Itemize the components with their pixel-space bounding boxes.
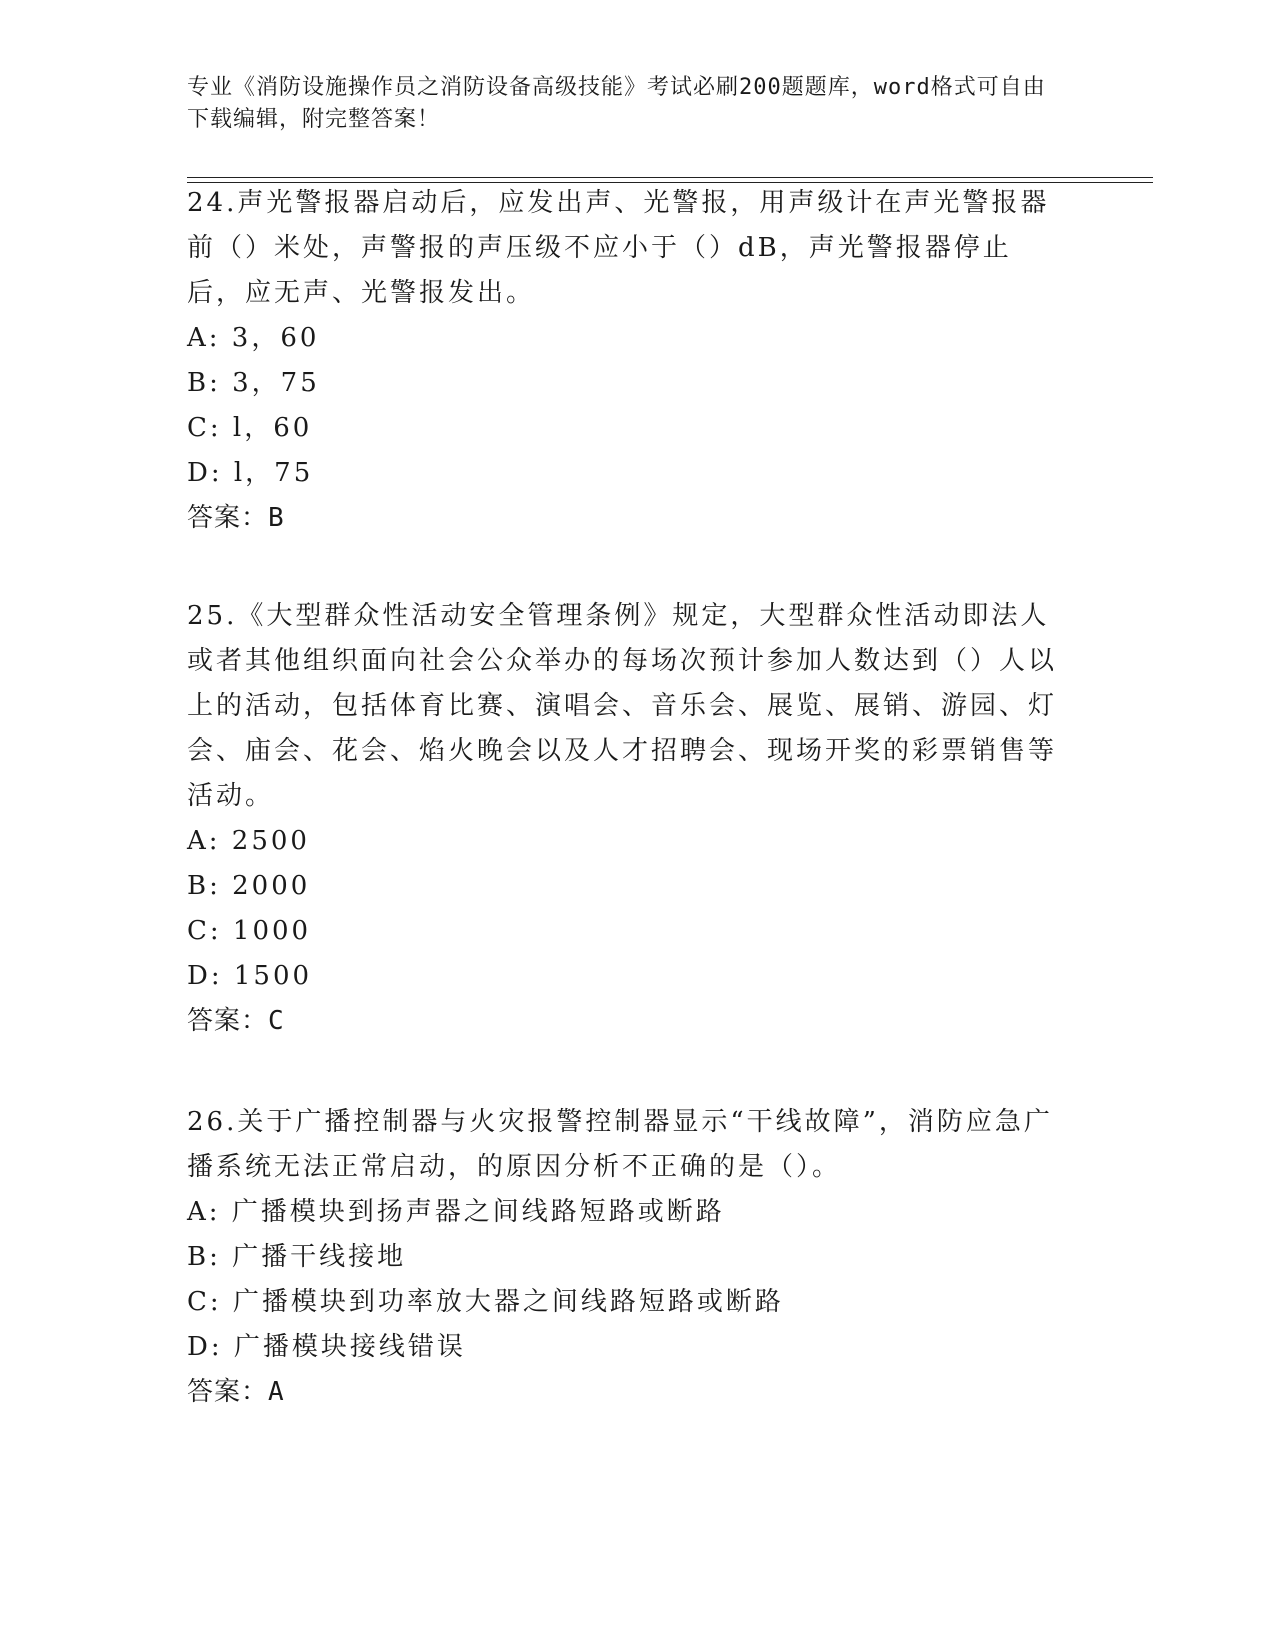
answer: 答案：B (187, 503, 285, 533)
document-header: 专业《消防设施操作员之消防设备高级技能》考试必刷200题题库，word格式可自由下载编辑，附完整答案！ (187, 75, 1046, 132)
question-stem: 24.声光警报器启动后，应发出声、光警报，用声级计在声光警报器前（）米处，声警报的声压级不应小于（）dB，声光警报器停止后，应无声、光警报发出。 (187, 188, 1050, 308)
option-b: B: 广播干线接地 (187, 1242, 407, 1272)
answer: 答案：A (187, 1377, 285, 1407)
option-c: C: 广播模块到功率放大器之间线路短路或断路 (187, 1287, 784, 1317)
option-a: A: 3，60 (187, 323, 320, 353)
question-24 (187, 181, 1067, 541)
header-divider-top (187, 177, 1153, 178)
option-c: C: 1000 (187, 916, 312, 946)
option-b: B: 2000 (187, 871, 311, 901)
option-d: D: 1500 (187, 961, 313, 991)
option-a: A: 广播模块到扬声器之间线路短路或断路 (187, 1197, 725, 1227)
option-b: B: 3，75 (187, 368, 320, 398)
option-c: C: l，60 (187, 413, 313, 443)
question-stem: 26.关于广播控制器与火灾报警控制器显示“干线故障”，消防应急广播系统无法正常启动，的原因分析不正确的是（）。 (187, 1107, 1053, 1182)
question-25 (187, 594, 1067, 1044)
option-d: D: l，75 (187, 458, 314, 488)
question-26 (187, 1100, 1067, 1415)
answer: 答案：C (187, 1006, 285, 1036)
option-d: D: 广播模块接线错误 (187, 1332, 466, 1362)
question-stem: 25.《大型群众性活动安全管理条例》规定，大型群众性活动即法人或者其他组织面向社会公众举办的每场次预计参加人数达到（）人以上的活动，包括体育比赛、演唱会、音乐会、展览、展销、游园、灯会、庙会、花会、焰火晚会以及人才招聘会、现场开奖的彩票销售等活动。 (187, 601, 1058, 811)
option-a: A: 2500 (187, 826, 310, 856)
